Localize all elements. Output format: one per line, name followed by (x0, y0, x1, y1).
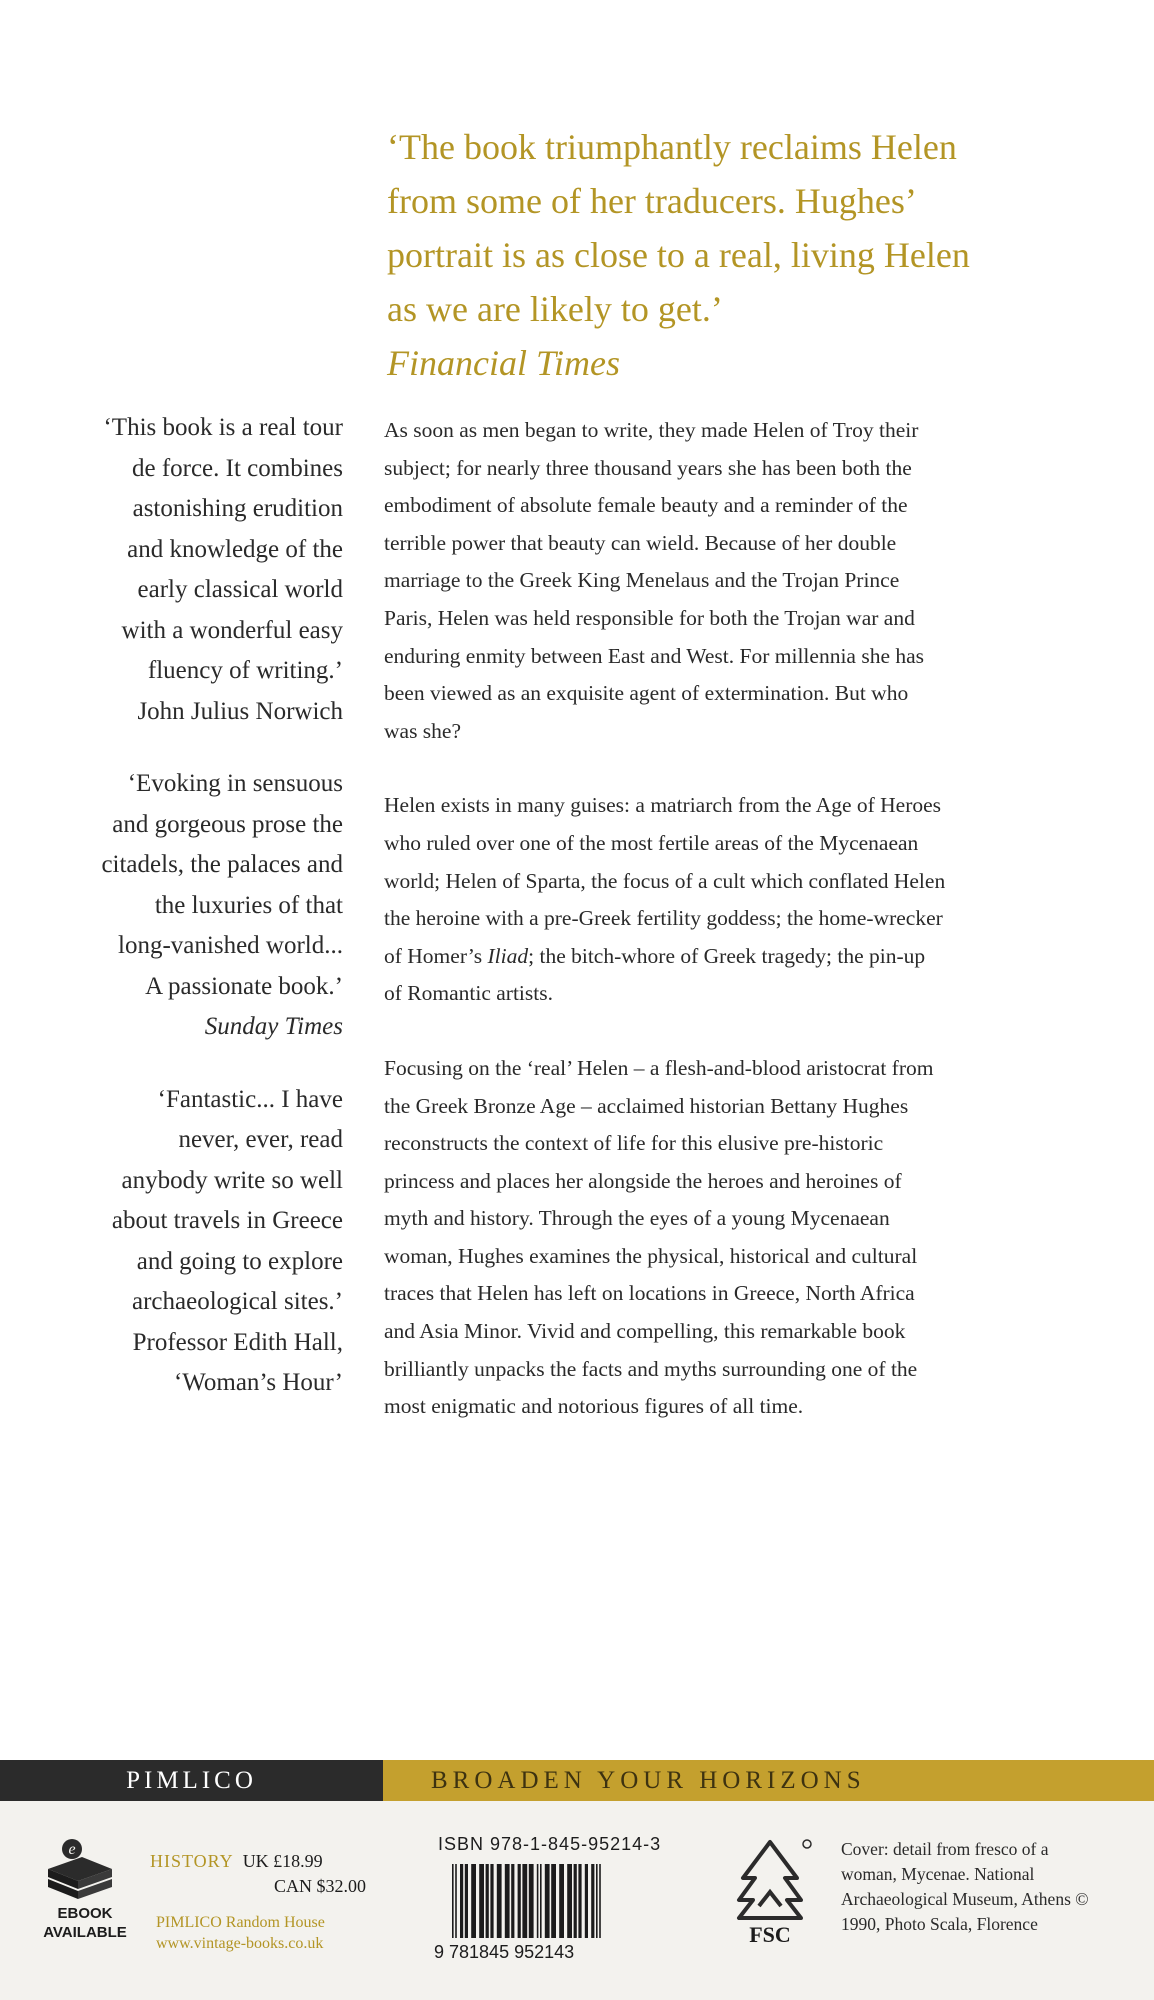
fsc-logo-icon (725, 1836, 815, 1948)
blurb-text: of Homer’s (384, 943, 488, 968)
blurb-line: myth and history. Through the eyes of a young Mycenaean (384, 1206, 890, 1231)
review-quote-line: fluency of writing.’ (147, 657, 343, 684)
imprint-name: PIMLICO (0, 1760, 383, 1801)
imprint-banner (0, 1760, 1154, 1801)
barcode-bar (551, 1864, 556, 1938)
blurb-line: the heroine with a pre-Greek fertility goddess; the home-wrecker (384, 906, 943, 931)
blurb-line: Paris, Helen was held responsible for both the Trojan war and (384, 605, 915, 630)
isbn-barcode (432, 1860, 692, 1960)
blurb-line: brilliantly unpacks the facts and myths surrounding one of the (384, 1356, 918, 1381)
review-quote (40, 764, 343, 1048)
blurb-text: ; the bitch-whore of Greek tragedy; the pin-up (528, 943, 926, 968)
cover-credit-line: Archaeological Museum, Athens © (841, 1889, 1089, 1909)
blurb-line: princess and places her alongside the heroes and heroines of (384, 1168, 902, 1193)
barcode-bar (518, 1864, 521, 1938)
barcode-bar (511, 1864, 514, 1938)
blurb-line: who ruled over one of the most fertile areas of the Mycenaean (384, 830, 919, 855)
barcode-digits: 9 781845 952143 (434, 1942, 575, 1960)
barcode-bar (497, 1864, 502, 1938)
review-quote-line: citadels, the palaces and (101, 851, 343, 878)
blurb-line: woman, Hughes examines the physical, historical and cultural (384, 1243, 918, 1268)
blurb-line: been viewed as an exquisite agent of extermination. But who (384, 681, 909, 706)
header-quote-line: ‘The book triumphantly reclaims Helen (387, 127, 957, 167)
header-quote-source: Financial Times (387, 343, 620, 383)
isbn-text: ISBN 978-1-845-95214-3 (438, 1834, 662, 1854)
book-blurb (384, 412, 1064, 1463)
barcode-bar (486, 1864, 489, 1938)
barcode-bar (471, 1864, 476, 1938)
cover-credit (841, 1837, 1141, 1937)
barcode-bar (479, 1864, 484, 1938)
review-quote-line: and gorgeous prose the (112, 810, 343, 838)
barcode-bar (578, 1864, 581, 1938)
fsc-label: FSC (749, 1922, 791, 1947)
header-quote-line: from some of her traducers. Hughes’ (387, 181, 917, 221)
blurb-line: traces that Helen has left on locations in Greece, North Africa (384, 1281, 915, 1306)
barcode-bar (596, 1864, 598, 1938)
cover-credit-line: woman, Mycenae. National (841, 1864, 1035, 1884)
review-quote-line: ‘This book is a real tour (103, 414, 343, 441)
review-quote-line: never, ever, read (178, 1126, 343, 1153)
review-quote-line: and knowledge of the (127, 535, 343, 563)
blurb-line: Helen exists in many guises: a matriarch from the Age of Heroes (384, 793, 942, 818)
review-quote (40, 1080, 343, 1404)
svg-text:e: e (68, 1841, 76, 1858)
barcode-bar (465, 1864, 468, 1938)
barcode-bar (585, 1864, 588, 1938)
publisher-website: www.vintage-books.co.uk (156, 1935, 324, 1952)
blurb-line: reconstructs the context of life for this elusive pre-historic (384, 1131, 884, 1156)
blurb-line: Focusing on the ‘real’ Helen – a flesh-and-blood aristocrat from (384, 1055, 934, 1080)
blurb-line: subject; for nearly three thousand years she has been both the (384, 455, 912, 480)
review-quote-line: A passionate book.’ (145, 972, 343, 1000)
ebook-label-line: EBOOK (57, 1905, 113, 1922)
barcode-bar (591, 1864, 594, 1938)
barcode-bar (545, 1864, 550, 1938)
barcode-bar (505, 1864, 510, 1938)
barcode-bar (537, 1864, 539, 1938)
review-quote-line: the luxuries of that (154, 891, 343, 919)
review-quotes-column (40, 408, 343, 1436)
review-quote-line: about travels in Greece (111, 1207, 343, 1234)
blurb-paragraph (384, 787, 1064, 1013)
review-quote-line: astonishing erudition (132, 495, 343, 522)
ebook-book-stack-icon (44, 1835, 116, 1905)
blurb-line: the Greek Bronze Age – acclaimed historian Bettany Hughes (384, 1093, 909, 1118)
review-quote-line: ‘Fantastic... I have (157, 1085, 343, 1113)
header-quote-line: as we are likely to get.’ (387, 289, 723, 329)
review-quote-line: with a wonderful easy (121, 616, 343, 644)
barcode-bar (574, 1864, 577, 1938)
barcode-bar (559, 1864, 564, 1938)
blurb-paragraph (384, 1050, 1064, 1426)
imprint-slogan: BROADEN YOUR HORIZONS (383, 1760, 1154, 1801)
header-quote-line: portrait is as close to a real, living Helen (387, 235, 970, 275)
header-quote (387, 120, 1087, 390)
barcode-bar (452, 1864, 454, 1938)
review-quote-line: archaeological sites.’ (131, 1288, 343, 1315)
barcode-bar (460, 1864, 463, 1938)
barcode-bar (490, 1864, 493, 1938)
blurb-line: was she? (384, 718, 462, 743)
price-uk: UK £18.99 (242, 1851, 323, 1871)
blurb-line: of Romantic artists. (384, 981, 553, 1006)
category-label: HISTORY (150, 1851, 234, 1871)
review-attribution: Professor Edith Hall, (132, 1328, 343, 1356)
blurb-line: marriage to the Greek King Menelaus and the Trojan Prince (384, 568, 900, 593)
blurb-line: enduring enmity between East and West. For millennia she has (384, 643, 925, 668)
price-can: CAN $32.00 (273, 1876, 366, 1896)
review-attribution: Sunday Times (204, 1013, 343, 1040)
ebook-available-label (30, 1904, 140, 1942)
blurb-line (384, 938, 1064, 976)
review-quote-line: and going to explore (136, 1247, 343, 1275)
review-quote-line: anybody write so well (121, 1166, 343, 1194)
blurb-line: terrible power that beauty can wield. Because of her double (384, 530, 897, 555)
barcode-bar (522, 1864, 527, 1938)
review-quote-line: long-vanished world... (118, 932, 343, 959)
barcode-bar (540, 1864, 542, 1938)
cover-credit-line: 1990, Photo Scala, Florence (841, 1914, 1038, 1934)
review-attribution: John Julius Norwich (137, 697, 343, 725)
barcode-bar (529, 1864, 534, 1938)
price-row-uk (150, 1849, 370, 1874)
barcode-bar (455, 1864, 457, 1938)
blurb-line: As soon as men began to write, they made Helen of Troy their (384, 418, 919, 442)
cover-credit-line: Cover: detail from fresco of a (841, 1839, 1049, 1859)
barcode-bar (599, 1864, 601, 1938)
review-attribution: ‘Woman’s Hour’ (173, 1369, 343, 1396)
iliad-title: Iliad (487, 943, 529, 968)
blurb-line: most enigmatic and notorious figures of all time. (384, 1394, 804, 1419)
ebook-label-line: AVAILABLE (43, 1924, 127, 1941)
barcode-bar (567, 1864, 572, 1938)
review-quote-line: ‘Evoking in sensuous (127, 770, 343, 797)
blurb-line: world; Helen of Sparta, the focus of a cult which conflated Helen (384, 868, 946, 893)
review-quote (40, 408, 343, 732)
price-block (150, 1849, 370, 1899)
blurb-line: and Asia Minor. Vivid and compelling, this remarkable book (384, 1319, 906, 1344)
publisher-name: PIMLICO Random House (156, 1914, 325, 1931)
review-quote-line: early classical world (137, 576, 343, 603)
blurb-line: embodiment of absolute female beauty and a reminder of the (384, 493, 908, 518)
review-quote-line: de force. It combines (131, 454, 343, 482)
blurb-paragraph (384, 412, 1064, 750)
publisher-info (156, 1912, 325, 1954)
